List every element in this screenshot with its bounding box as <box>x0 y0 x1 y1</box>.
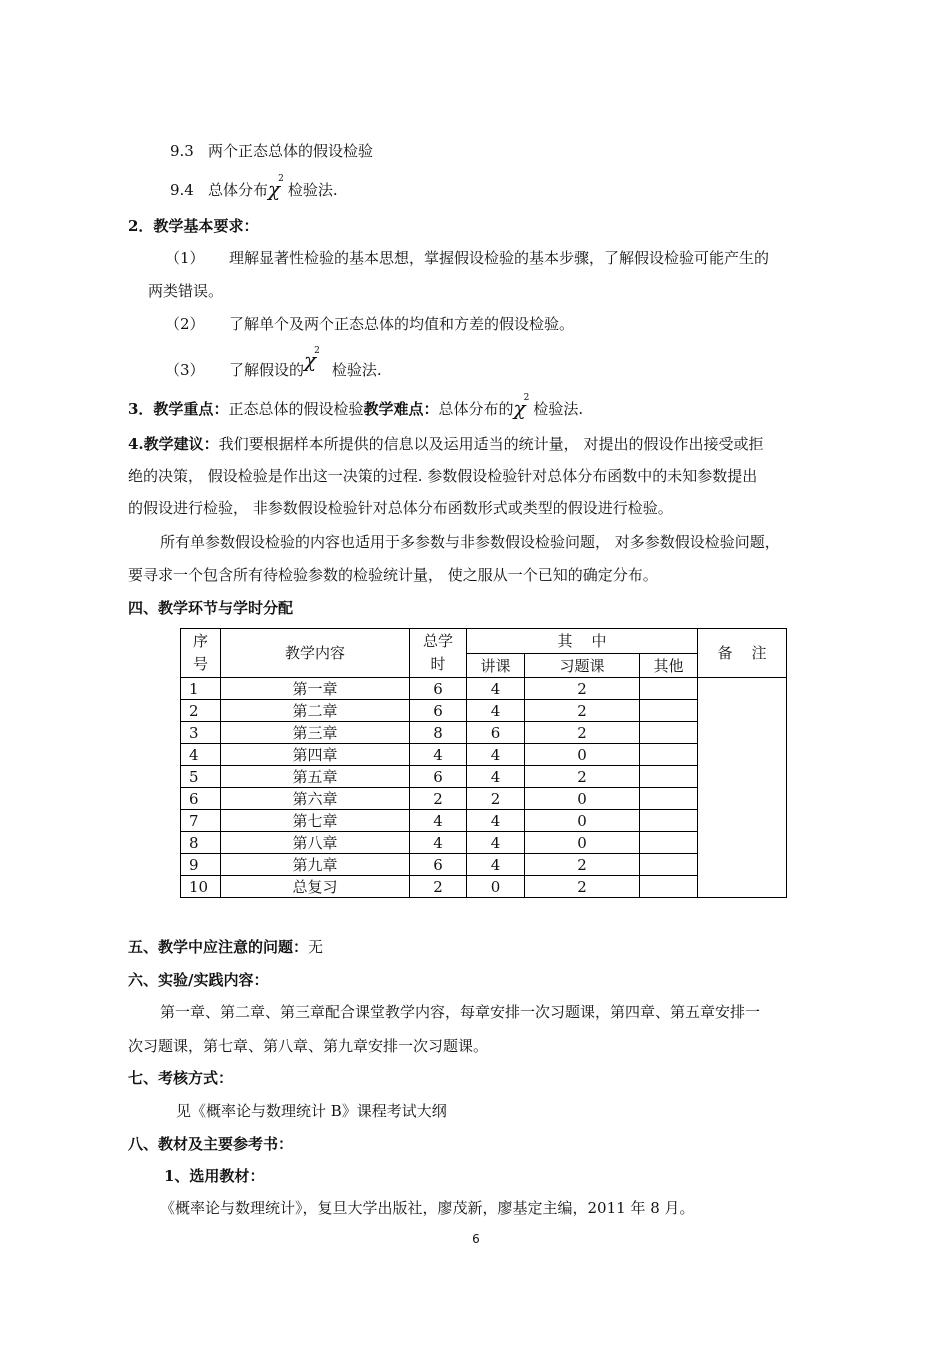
section-heading-practice: 六、实验/实践内容： <box>128 971 269 989</box>
cell-content: 第八章 <box>221 832 410 854</box>
cell-other <box>640 700 698 722</box>
cell-exercise: 2 <box>525 766 640 788</box>
requirement-number: （2） <box>165 315 205 333</box>
table-row <box>181 832 787 854</box>
chi-symbol: χ <box>513 396 526 420</box>
cell-other <box>640 810 698 832</box>
cell-no: 2 <box>181 700 221 722</box>
cell-lecture: 2 <box>467 788 525 810</box>
cell-other <box>640 876 698 898</box>
section-heading-textbooks: 八、教材及主要参考书： <box>128 1135 294 1153</box>
cell-no: 4 <box>181 744 221 766</box>
cell-content: 第一章 <box>221 678 410 700</box>
cell-lecture: 4 <box>467 678 525 700</box>
cell-other <box>640 766 698 788</box>
cell-lecture: 4 <box>467 744 525 766</box>
header-exercise: 习题课 <box>525 654 640 678</box>
cell-total: 4 <box>410 810 467 832</box>
requirement-item-2 <box>165 314 574 334</box>
cell-exercise: 2 <box>525 722 640 744</box>
table-row <box>181 766 787 788</box>
cell-content: 第七章 <box>221 810 410 832</box>
cell-total: 6 <box>410 854 467 876</box>
superscript: 2 <box>278 174 284 184</box>
table-row <box>181 700 787 722</box>
cell-lecture: 0 <box>467 876 525 898</box>
header-content: 教学内容 <box>221 629 410 678</box>
suggestion-text: 我们要根据样本所提供的信息以及运用适当的统计量， 对提出的假设作出接受或拒 <box>218 435 764 453</box>
page-number: 6 <box>472 1232 480 1246</box>
cell-exercise: 0 <box>525 810 640 832</box>
cell-total: 6 <box>410 700 467 722</box>
requirement-item-3 <box>165 346 382 383</box>
cell-lecture: 4 <box>467 854 525 876</box>
table-row <box>181 810 787 832</box>
practice-text-line-1: 第一章、第二章、第三章配合课堂教学内容，每章安排一次习题课，第四章、第五章安排一 <box>160 1003 761 1021</box>
cell-exercise: 0 <box>525 788 640 810</box>
section-heading-attention: 五、教学中应注意的问题： <box>128 938 309 956</box>
schedule-table <box>180 628 787 898</box>
table-row <box>181 722 787 744</box>
practice-text-line-2: 次习题课，第七章、第八章、第九章安排一次习题课。 <box>128 1037 489 1055</box>
table-row <box>181 744 787 766</box>
cell-other <box>640 788 698 810</box>
cell-lecture: 4 <box>467 810 525 832</box>
cell-no: 1 <box>181 678 221 700</box>
cell-content: 第六章 <box>221 788 410 810</box>
section-5-line <box>128 937 323 957</box>
cell-lecture: 4 <box>467 700 525 722</box>
cell-exercise: 2 <box>525 854 640 876</box>
requirement-item-1 <box>165 248 769 268</box>
cell-exercise: 0 <box>525 744 640 766</box>
table-row <box>181 876 787 898</box>
section-5-text: 无 <box>308 938 324 956</box>
cell-lecture: 4 <box>467 832 525 854</box>
outline-text-after: 检验法. <box>287 181 338 199</box>
suggestion-para2-line-2: 要寻求一个包含所有待检验参数的检验统计量， 使之服从一个已知的确定分布。 <box>128 566 658 584</box>
key-points-line <box>128 393 584 422</box>
cell-exercise: 2 <box>525 876 640 898</box>
outline-number: 9.4 <box>170 181 194 199</box>
cell-no: 8 <box>181 832 221 854</box>
cell-exercise: 0 <box>525 832 640 854</box>
cell-lecture: 4 <box>467 766 525 788</box>
header-remark: 备 注 <box>698 629 787 678</box>
cell-no: 7 <box>181 810 221 832</box>
difficulty-label: 教学难点： <box>363 400 439 418</box>
chi-symbol: χ <box>268 177 281 201</box>
header-total: 总学 时 <box>410 629 467 678</box>
section-heading-schedule: 四、教学环节与学时分配 <box>128 599 294 617</box>
key-points-text: 正态总体的假设检验 <box>228 400 364 418</box>
cell-no: 5 <box>181 766 221 788</box>
textbook-citation: 《概率论与数理统计》，复旦大学出版社，廖茂新，廖基定主编，2011 年 8 月。 <box>160 1199 695 1217</box>
section-heading-basic-requirements: 2．教学基本要求： <box>128 217 259 235</box>
cell-total: 4 <box>410 832 467 854</box>
cell-exercise: 2 <box>525 700 640 722</box>
cell-total: 6 <box>410 678 467 700</box>
requirement-text: 了解假设的 <box>229 361 305 379</box>
superscript: 2 <box>314 346 320 356</box>
requirement-text: 理解显著性检验的基本思想，掌握假设检验的基本步骤，了解假设检验可能产生的 <box>229 249 770 267</box>
cell-total: 4 <box>410 744 467 766</box>
cell-no: 10 <box>181 876 221 898</box>
outline-item-9-4 <box>170 174 338 203</box>
difficulty-text: 总体分布的 <box>438 400 514 418</box>
header-among: 其 中 <box>467 629 698 654</box>
cell-no: 9 <box>181 854 221 876</box>
cell-remark <box>698 678 787 898</box>
suggestion-line-1 <box>128 434 763 454</box>
cell-lecture: 6 <box>467 722 525 744</box>
requirement-item-1-cont: 两类错误。 <box>148 282 224 300</box>
cell-total: 2 <box>410 876 467 898</box>
requirement-text: 了解单个及两个正态总体的均值和方差的假设检验。 <box>229 315 575 333</box>
cell-other <box>640 722 698 744</box>
suggestion-label: 4.教学建议： <box>128 435 219 453</box>
header-other: 其他 <box>640 654 698 678</box>
cell-total: 6 <box>410 766 467 788</box>
requirement-number: （3） <box>165 361 205 379</box>
section-heading-assessment: 七、考核方式： <box>128 1069 234 1087</box>
cell-content: 第二章 <box>221 700 410 722</box>
cell-no: 3 <box>181 722 221 744</box>
requirement-text-after: 检验法. <box>331 361 382 379</box>
cell-content: 总复习 <box>221 876 410 898</box>
outline-item-9-3 <box>170 141 373 161</box>
cell-exercise: 2 <box>525 678 640 700</box>
cell-other <box>640 744 698 766</box>
cell-total: 2 <box>410 788 467 810</box>
cell-total: 8 <box>410 722 467 744</box>
requirement-number: （1） <box>165 249 205 267</box>
cell-content: 第四章 <box>221 744 410 766</box>
outline-text: 总体分布 <box>208 181 269 199</box>
cell-other <box>640 678 698 700</box>
cell-no: 6 <box>181 788 221 810</box>
outline-text: 两个正态总体的假设检验 <box>208 142 374 160</box>
table-row <box>181 678 787 700</box>
superscript: 2 <box>523 393 530 403</box>
suggestion-line-3: 的假设进行检验， 非参数假设检验针对总体分布函数形式或类型的假设进行检验。 <box>128 499 673 517</box>
outline-number: 9.3 <box>170 142 194 160</box>
assessment-text: 见《概率论与数理统计 B》课程考试大纲 <box>176 1102 447 1120</box>
cell-content: 第三章 <box>221 722 410 744</box>
header-lecture: 讲课 <box>467 654 525 678</box>
textbook-subheading: 1、选用教材： <box>164 1167 265 1185</box>
cell-content: 第五章 <box>221 766 410 788</box>
suggestion-line-2: 绝的决策， 假设检验是作出这一决策的过程. 参数假设检验针对总体分布函数中的未知参数提出 <box>128 467 758 485</box>
table-row <box>181 788 787 810</box>
cell-other <box>640 832 698 854</box>
header-no: 序 号 <box>181 629 221 678</box>
cell-other <box>640 854 698 876</box>
chi-symbol: χ <box>304 348 317 372</box>
key-points-label: 3．教学重点： <box>128 400 229 418</box>
table-row <box>181 854 787 876</box>
suggestion-para2-line-1: 所有单参数假设检验的内容也适用于多参数与非参数假设检验问题， 对多参数假设检验问题， <box>160 533 780 551</box>
table-header-row <box>181 629 787 654</box>
cell-content: 第九章 <box>221 854 410 876</box>
difficulty-text-after: 检验法. <box>533 400 584 418</box>
